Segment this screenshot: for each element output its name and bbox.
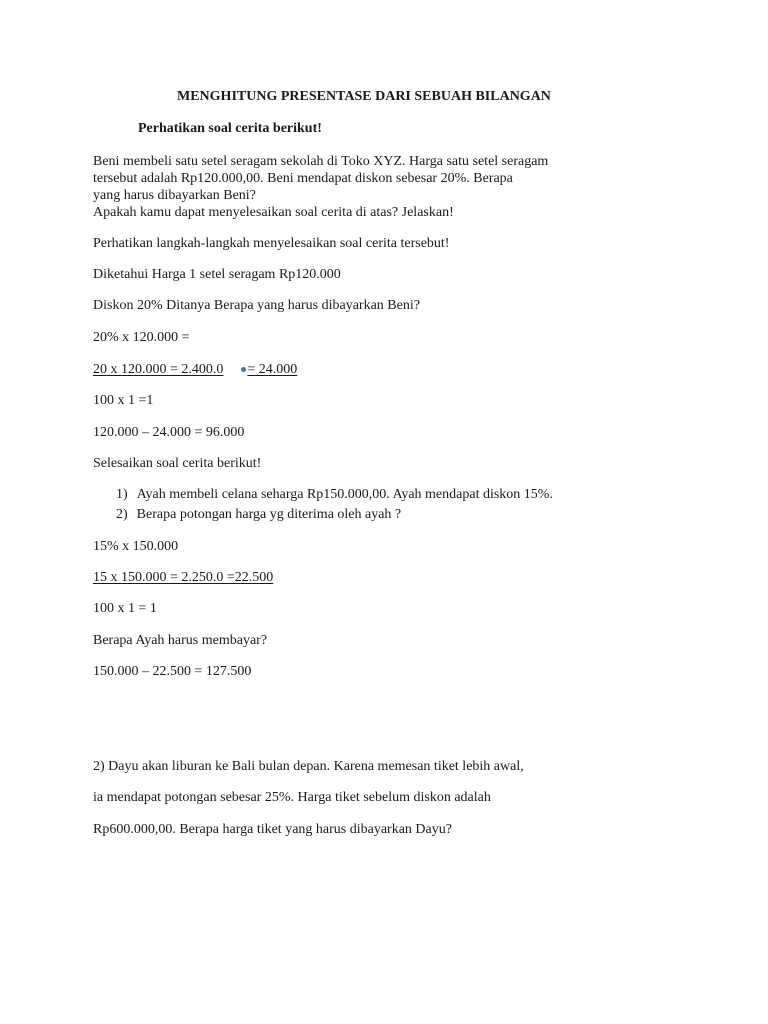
intro-line-2: tersebut adalah Rp120.000,00. Beni mendapat diskon sebesar 20%. Berapa xyxy=(93,171,513,186)
intro-line-3: yang harus dibayarkan Beni? xyxy=(93,188,256,203)
exercise-item-text: Ayah membeli celana seharga Rp150.000,00. Ayah mendapat diskon 15%. xyxy=(136,487,553,502)
example-step-2-numerator: 20 x 120.000 = 2.400.0 xyxy=(93,362,224,377)
page-subtitle: Perhatikan soal cerita berikut! xyxy=(138,121,322,136)
solution-line-1: 15% x 150.000 xyxy=(93,539,179,554)
bullet-dot-icon xyxy=(241,367,246,372)
example-step-2 xyxy=(93,361,297,378)
solution-line-3: 100 x 1 = 1 xyxy=(93,601,157,616)
solution-line-4: Berapa Ayah harus membayar? xyxy=(93,633,268,648)
problem2-line-3: Rp600.000,00. Berapa harga tiket yang harus dibayarkan Dayu? xyxy=(93,822,452,837)
steps-intro: Perhatikan langkah-langkah menyelesaikan soal cerita tersebut! xyxy=(93,236,450,251)
example-step-2-result: = 24.000 xyxy=(247,362,298,377)
asked-text: Diskon 20% Ditanya Berapa yang harus dibayarkan Beni? xyxy=(93,298,420,313)
page-title: MENGHITUNG PRESENTASE DARI SEBUAH BILANGAN xyxy=(177,89,551,104)
exercise-item-number: 1) xyxy=(116,487,128,502)
solution-line-5: 150.000 – 22.500 = 127.500 xyxy=(93,664,252,679)
known-text: Diketahui Harga 1 setel seragam Rp120.000 xyxy=(93,267,341,282)
exercise-item-text: Berapa potongan harga yg diterima oleh ayah ? xyxy=(136,507,402,522)
intro-line-1: Beni membeli satu setel seragam sekolah di Toko XYZ. Harga satu setel seragam xyxy=(93,154,549,169)
intro-line-4: Apakah kamu dapat menyelesaikan soal cerita di atas? Jelaskan! xyxy=(93,205,454,220)
solution-line-2: 15 x 150.000 = 2.250.0 =22.500 xyxy=(93,570,274,585)
exercise-item-1 xyxy=(116,486,553,503)
example-step-3: 100 x 1 =1 xyxy=(93,393,154,408)
example-step-1: 20% x 120.000 = xyxy=(93,330,190,345)
exercise-item-2 xyxy=(116,506,401,523)
example-step-4: 120.000 – 24.000 = 96.000 xyxy=(93,425,245,440)
exercise-intro: Selesaikan soal cerita berikut! xyxy=(93,456,262,471)
problem2-line-1: 2) Dayu akan liburan ke Bali bulan depan. Karena memesan tiket lebih awal, xyxy=(93,759,524,774)
problem2-line-2: ia mendapat potongan sebesar 25%. Harga tiket sebelum diskon adalah xyxy=(93,790,491,805)
exercise-item-number: 2) xyxy=(116,507,128,522)
